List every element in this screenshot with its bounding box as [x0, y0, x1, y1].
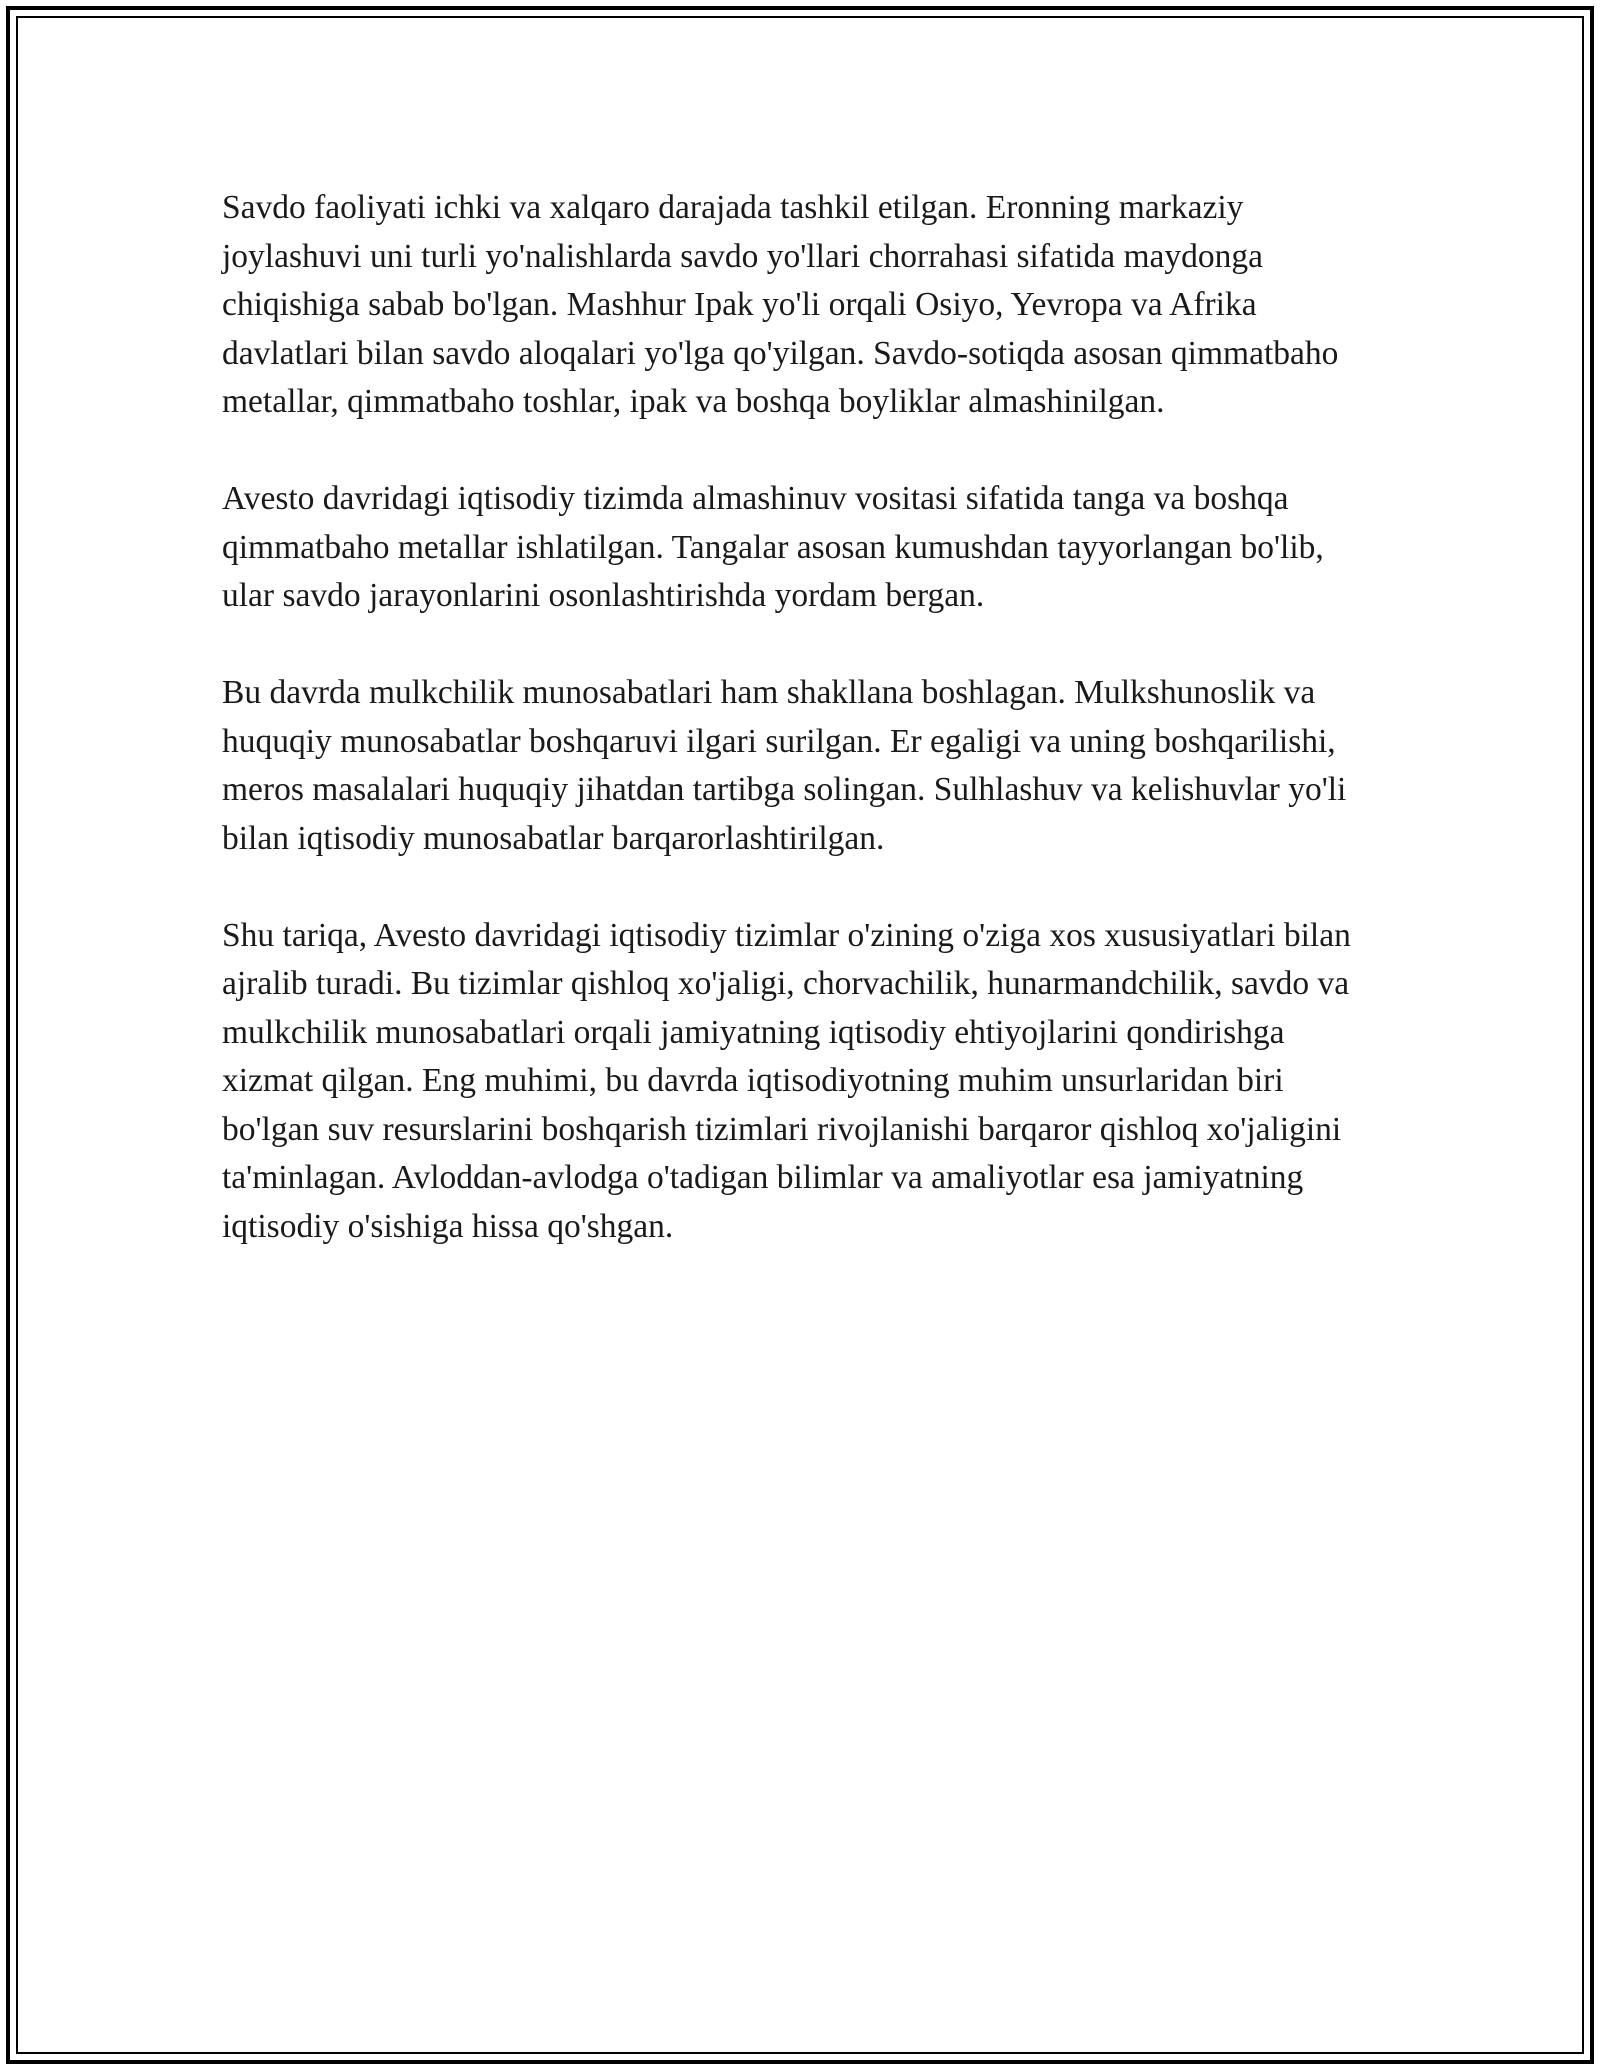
- paragraph-property-relations: Bu davrda mulkchilik munosabatlari ham shakllana boshlagan. Mulkshunoslik va huquqiy munosabatlar boshqaruvi ilgari surilgan. Er egaligi va uning boshqarilishi, meros masalalari huquqiy jihatdan tartibga solingan. Sulhlashuv va kelishuvlar yo'li bilan iqtisodiy munosabatlar barqarorlashtirilgan.: [222, 674, 1347, 857]
- document-body: [222, 184, 1382, 1300]
- paragraph-trade: Savdo faoliyati ichki va xalqaro darajada tashkil etilgan. Eronning markaziy joylashuvi uni turli yo'nalishlarda savdo yo'llari chorrahasi sifatida maydonga chiqishiga sabab bo'lgan. Mashhur Ipak yo'li orqali Osiyo, Yevropa va Afrika davlatlari bilan savdo aloqalari yo'lga qo'yilgan. Savdo-sotiqda asosan qimmatbaho metallar, qimmatbaho toshlar, ipak va boshqa boyliklar almashinilgan.: [222, 189, 1339, 420]
- paragraph-currency: Avesto davridagi iqtisodiy tizimda almashinuv vositasi sifatida tanga va boshqa qimmatbaho metallar ishlatilgan. Tangalar asosan kumushdan tayyorlangan bo'lib, ular savdo jarayonlarini osonlashtirishda yordam bergan.: [222, 480, 1324, 614]
- paragraph-conclusion: Shu tariqa, Avesto davridagi iqtisodiy tizimlar o'zining o'ziga xos xususiyatlari bilan ajralib turadi. Bu tizimlar qishloq xo'jaligi, chorvachilik, hunarmandchilik, savdo va mulkchilik munosabatlari orqali jamiyatning iqtisodiy ehtiyojlarini qondirishga xizmat qilgan. Eng muhimi, bu davrda iqtisodiyotning muhim unsurlaridan biri bo'lgan suv resurslarini boshqarish tizimlari rivojlanishi barqaror qishloq xo'jaligini ta'minlagan. Avloddan-avlodga o'tadigan bilimlar va amaliyotlar esa jamiyatning iqtisodiy o'sishiga hissa qo'shgan.: [222, 916, 1351, 1245]
